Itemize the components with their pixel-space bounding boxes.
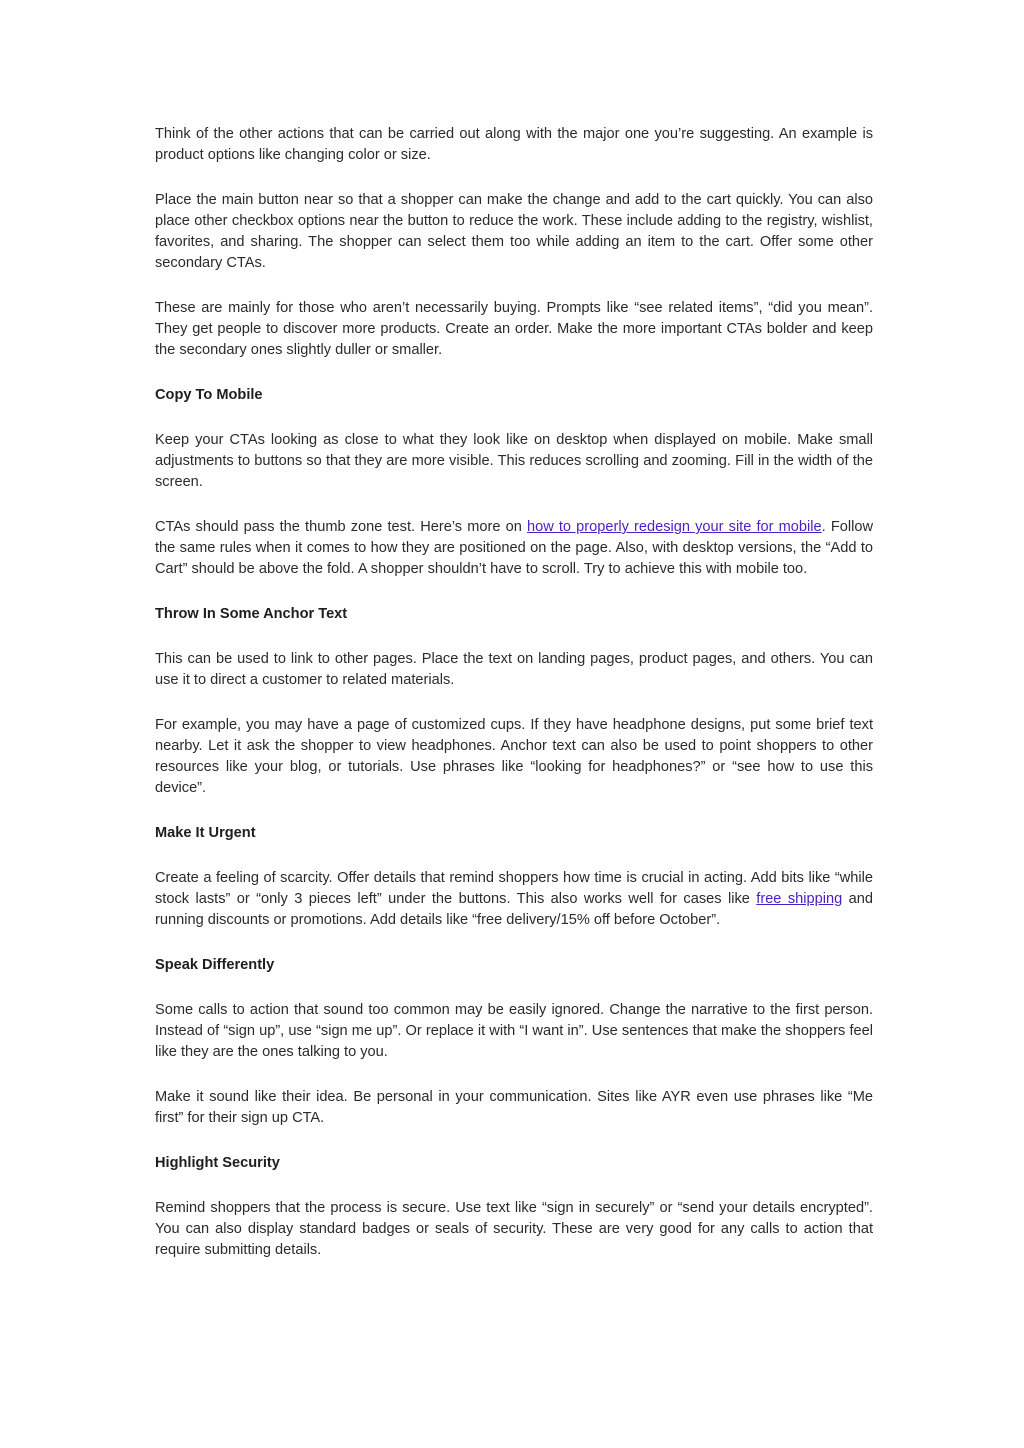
paragraph-mobile-ctas: Keep your CTAs looking as close to what they look like on desktop when displayed on mobile. Make small adjustments to buttons so that they are more visible. This reduces scrolling and zooming. Fill in the width of the screen.	[155, 432, 873, 490]
heading-anchor-text: Throw In Some Anchor Text	[155, 606, 348, 622]
redesign-mobile-link[interactable]: how to properly redesign your site for mobile	[526, 519, 822, 535]
heading-make-it-urgent: Make It Urgent	[155, 825, 256, 841]
heading-copy-to-mobile: Copy To Mobile	[155, 387, 263, 403]
paragraph-secondary-ctas: These are mainly for those who aren’t necessarily buying. Prompts like “see related items”, “did you mean”. They get people to discover more products. Create an order. Make the more important CTAs bolder and keep the secondary ones slightly duller or smaller.	[155, 300, 873, 358]
paragraph-scarcity-text-end: and running discounts or promotions. Add details like “free delivery/15% off before October”.	[155, 891, 873, 928]
paragraph-product-options: Think of the other actions that can be carried out along with the major one you’re suggesting. An example is product options like changing color or size.	[155, 126, 873, 163]
paragraph-thumb-zone-text-end: . Follow the same rules when it comes to how they are positioned on the page. Also, with desktop versions, the “Add to Cart” should be above the fold. A shopper shouldn’t have to scroll. Try to achieve this with mobile too.	[155, 519, 873, 577]
paragraph-their-idea: Make it sound like their idea. Be personal in your communication. Sites like AYR even use phrases like “Me first” for their sign up CTA.	[155, 1089, 873, 1126]
heading-speak-differently: Speak Differently	[155, 957, 275, 973]
heading-highlight-security: Highlight Security	[155, 1155, 280, 1171]
paragraph-scarcity-text-start: Create a feeling of scarcity. Offer details that remind shoppers how time is crucial in acting. Add bits like “while stock lasts” or “only 3 pieces left” under the buttons. This also works well for cases like	[155, 870, 873, 907]
free-shipping-link[interactable]: free shipping	[756, 891, 843, 907]
paragraph-link-pages: This can be used to link to other pages. Place the text on landing pages, product pages, and others. You can use it to direct a customer to related materials.	[155, 651, 873, 688]
paragraph-thumb-zone-text-start: CTAs should pass the thumb zone test. Here’s more on	[155, 519, 527, 535]
document-page	[155, 124, 873, 1285]
paragraph-scarcity	[155, 868, 873, 931]
paragraph-first-person: Some calls to action that sound too common may be easily ignored. Change the narrative to the first person. Instead of “sign up”, use “sign me up”. Or replace it with “I want in”. Use sentences that make the shoppers feel like they are the ones talking to you.	[155, 1002, 873, 1060]
paragraph-main-button: Place the main button near so that a shopper can make the change and add to the cart quickly. You can also place other checkbox options near the button to reduce the work. These include adding to the registry, wishlist, favorites, and sharing. The shopper can select them too while adding an item to the cart. Offer some other secondary CTAs.	[155, 192, 873, 271]
paragraph-secure-process: Remind shoppers that the process is secure. Use text like “sign in securely” or “send your details encrypted”. You can also display standard badges or seals of security. These are very good for any calls to action that require submitting details.	[155, 1200, 873, 1258]
paragraph-thumb-zone	[155, 517, 873, 580]
paragraph-customized-cups: For example, you may have a page of customized cups. If they have headphone designs, put some brief text nearby. Let it ask the shopper to view headphones. Anchor text can also be used to point shoppers to other resources like your blog, or tutorials. Use phrases like “looking for headphones?” or “see how to use this device”.	[155, 717, 873, 796]
